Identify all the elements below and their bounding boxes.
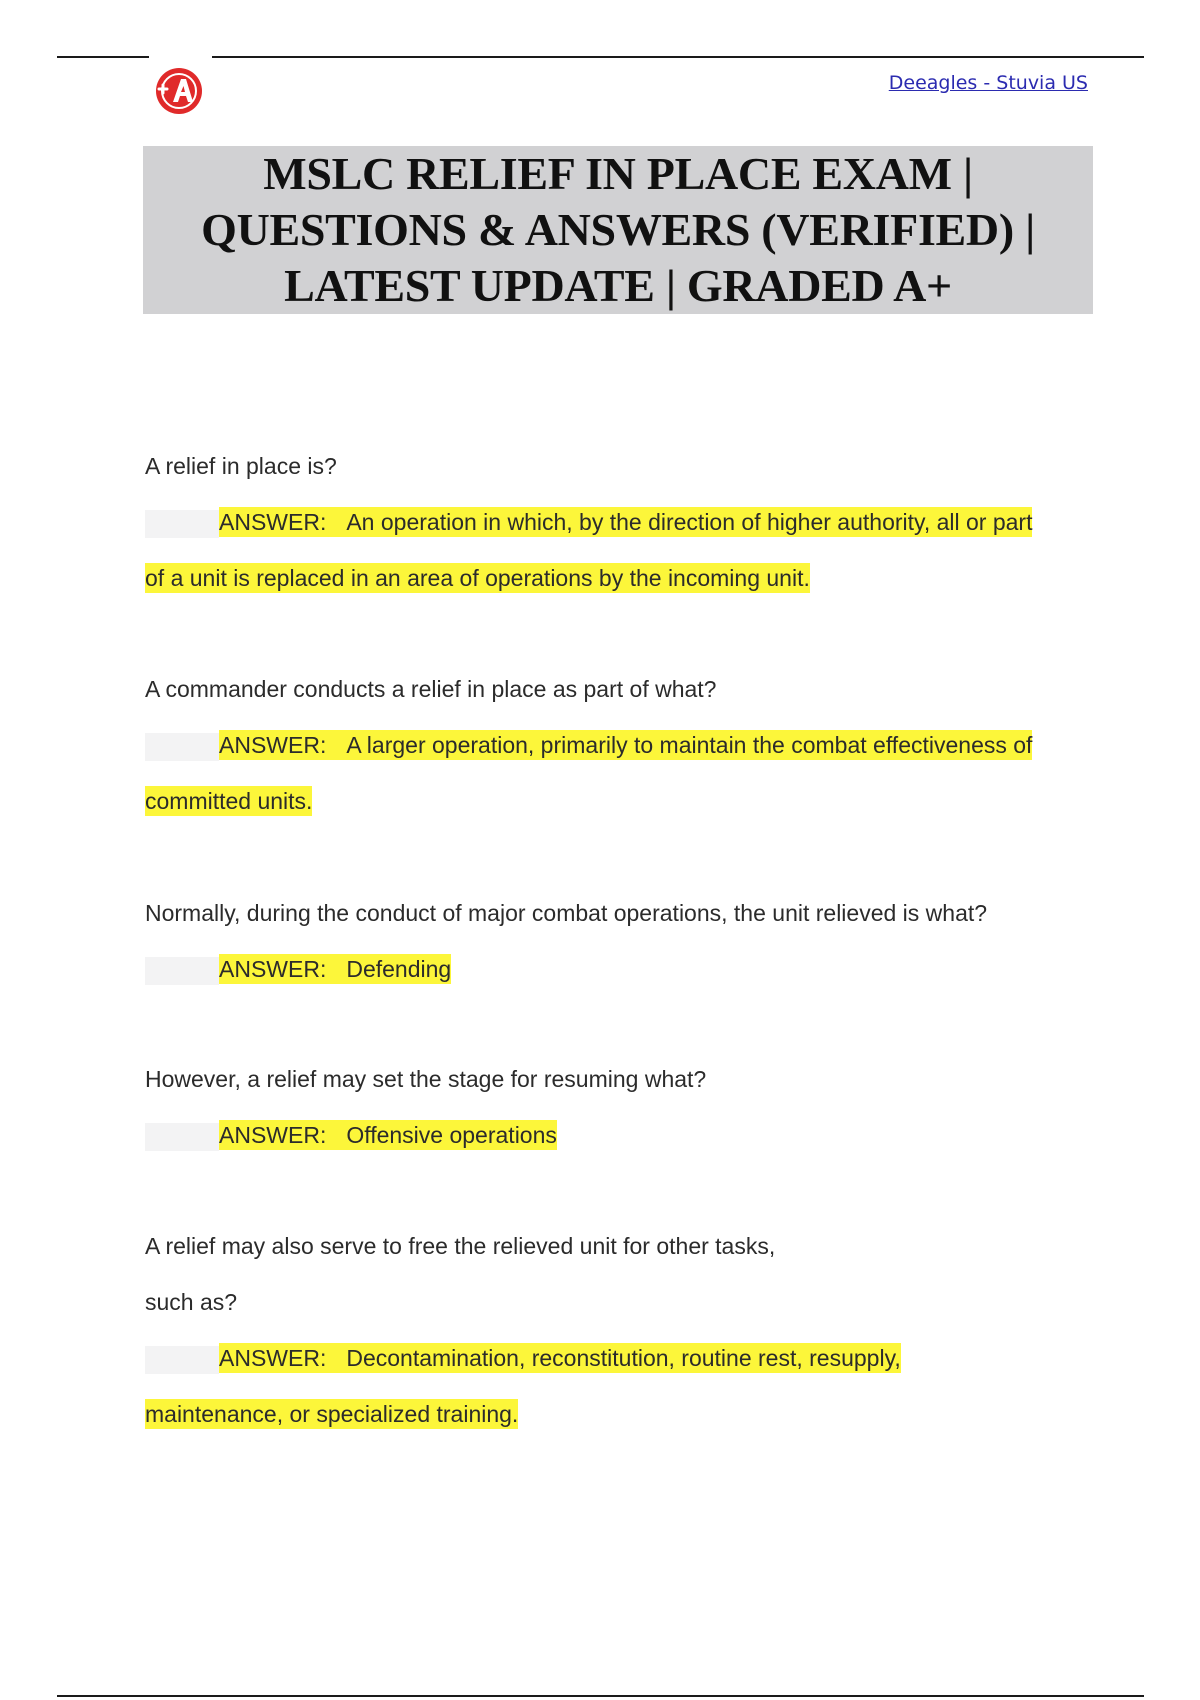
answer-indent bbox=[145, 510, 219, 538]
answer-text: maintenance, or specialized training. bbox=[145, 1401, 519, 1427]
answer-indent bbox=[145, 1123, 219, 1151]
qa-item-4 bbox=[145, 1051, 1075, 1163]
title-line-2: QUESTIONS & ANSWERS (VERIFIED) | bbox=[201, 204, 1035, 255]
title-line-3: LATEST UPDATE | GRADED A+ bbox=[284, 260, 952, 311]
question-text: A commander conducts a relief in place as part of what? bbox=[145, 676, 717, 702]
qa-item-2 bbox=[145, 661, 1075, 829]
answer-indent bbox=[145, 733, 219, 761]
answer-indent bbox=[145, 1346, 219, 1374]
footer-rule bbox=[57, 1695, 1144, 1697]
answer-text: committed units. bbox=[145, 788, 313, 814]
answer-line bbox=[145, 1107, 1075, 1163]
answer-text: A larger operation, primarily to maintain the combat effectiveness of bbox=[346, 732, 1033, 758]
answer-label: ANSWER: bbox=[219, 1122, 327, 1148]
header-rule-right bbox=[212, 56, 1144, 58]
header-rule-left bbox=[57, 56, 149, 58]
document-title-box bbox=[143, 146, 1093, 314]
question-text: A relief in place is? bbox=[145, 453, 337, 479]
answer-text: Defending bbox=[346, 956, 452, 982]
answer-indent bbox=[145, 957, 219, 985]
answer-line bbox=[145, 550, 1075, 606]
question-text: However, a relief may set the stage for resuming what? bbox=[145, 1066, 707, 1092]
answer-label: ANSWER: bbox=[219, 1345, 327, 1371]
question-text: such as? bbox=[145, 1289, 238, 1315]
answer-line bbox=[145, 494, 1075, 550]
answer-text: Offensive operations bbox=[346, 1122, 557, 1148]
answer-text: of a unit is replaced in an area of operations by the incoming unit. bbox=[145, 565, 810, 591]
question-text: Normally, during the conduct of major combat operations, the unit relieved is what? bbox=[145, 900, 988, 926]
answer-text: An operation in which, by the direction of higher authority, all or part bbox=[346, 509, 1033, 535]
seller-link[interactable]: Deeagles - Stuvia US bbox=[888, 72, 1088, 94]
title-line-1: MSLC RELIEF IN PLACE EXAM | bbox=[263, 148, 973, 199]
answer-text: Decontamination, reconstitution, routine rest, resupply, bbox=[346, 1345, 901, 1371]
qa-item-1 bbox=[145, 438, 1075, 606]
brand-logo-icon bbox=[153, 65, 205, 117]
answer-label: ANSWER: bbox=[219, 509, 327, 535]
answer-label: ANSWER: bbox=[219, 956, 327, 982]
qa-item-3 bbox=[145, 885, 1075, 997]
answer-line bbox=[145, 1330, 1075, 1386]
answer-line bbox=[145, 717, 1075, 773]
answer-line bbox=[145, 1386, 1075, 1442]
answer-line bbox=[145, 773, 1075, 829]
qa-item-5 bbox=[145, 1218, 1075, 1442]
answer-label: ANSWER: bbox=[219, 732, 327, 758]
question-text: A relief may also serve to free the relieved unit for other tasks, bbox=[145, 1233, 776, 1259]
answer-line bbox=[145, 941, 1075, 997]
